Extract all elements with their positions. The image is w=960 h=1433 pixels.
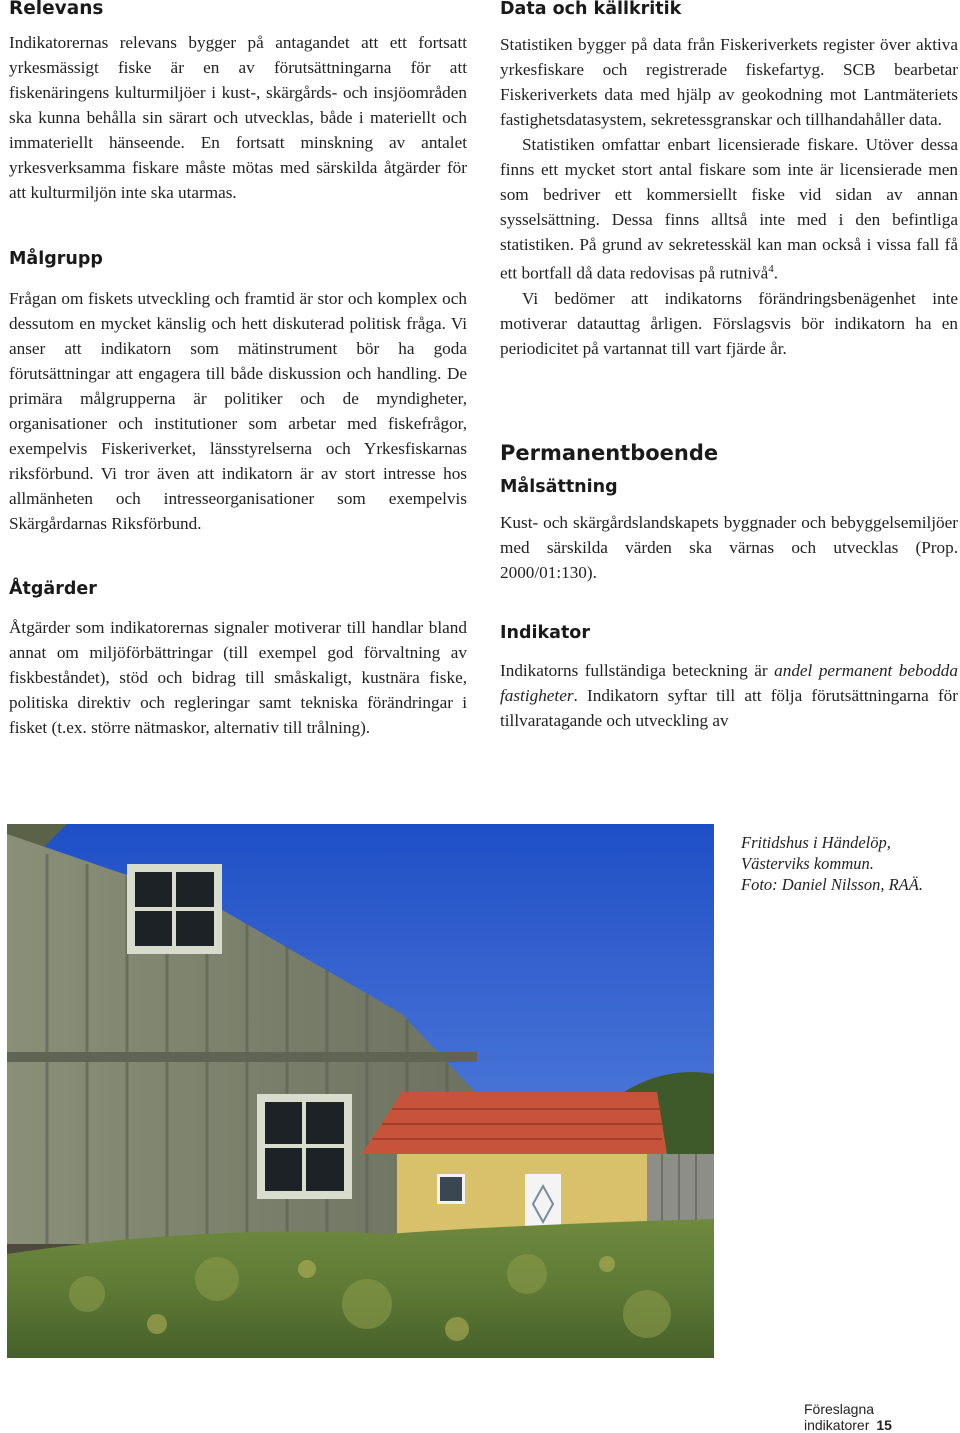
malgrupp-heading: Målgrupp — [9, 249, 103, 269]
caption-line-3: Foto: Daniel Nilsson, RAÄ. — [741, 875, 923, 894]
photo-caption — [741, 832, 960, 895]
data-paragraph-2-text: Statistiken omfattar enbart licensierade fiskare. Utöver dessa finns ett mycket stort antal fiskare som inte är licensierade men som bedriver ett kommersiellt fiske vid sidan av annan sysselsättning. Dessa finns alltså inte med i den befintliga statistiken. På grund av sekretesskäl kan man också i vissa fall få ett bortfall då data redovisas på rutnivå — [500, 135, 958, 283]
data-paragraph-2-end: . — [773, 263, 779, 283]
caption-line-1: Fritidshus i Händelöp, — [741, 833, 891, 852]
permanentboende-heading: Permanentboende — [500, 440, 719, 465]
page-number: 15 — [876, 1417, 892, 1433]
right-column — [500, 0, 958, 733]
indikator-text-start: Indikatorns fullständiga beteckning är — [500, 660, 775, 680]
data-paragraph-1: Statistiken bygger på data från Fiskeriverkets register över aktiva yrkesfiskare och registrerade fiskefartyg. SCB bearbetar Fiskeriverkets data med hjälp av geokodning mot Lantmäteriets fastighetsdatasystem, sekretessgranskar och tillhandahåller data. — [500, 35, 958, 129]
house-photo — [7, 824, 714, 1358]
relevans-heading: Relevans — [9, 0, 104, 19]
malsattning-heading: Målsättning — [500, 476, 618, 497]
atgarder-paragraph: Åtgärder som indikatorernas signaler motiverar till handlar bland annat om miljöförbättringar (till exempel god förvaltning av fiskbeståndet), stöd och bidrag till småskaligt, kustnära fiske, politiska direktiv och regleringar samt tekniska förändringar i fisket (t.ex. större nätmaskor, alternativ till trålning). — [9, 618, 467, 737]
left-column — [9, 0, 467, 740]
malsattning-paragraph: Kust- och skärgårdslandskapets byggnader och bebyggelsemiljöer med särskilda värden ska värnas och utvecklas (Prop. 2000/01:130). — [500, 512, 958, 582]
data-paragraph-2 — [500, 132, 958, 286]
indikator-heading: Indikator — [500, 622, 590, 643]
relevans-paragraph: Indikatorernas relevans bygger på antagandet att ett fortsatt yrkesmässigt fiske är en av förutsättningarna för att fiskenäringens kulturmiljöer i kust-, skärgårds- och insjöområden ska kunna behålla sin särart och utvecklas, både i materiellt och immateriellt hänseende. En fortsatt minskning av antalet yrkesverksamma fiskare måste mötas med särskilda åtgärder för att kulturmiljön inte ska utarmas. — [9, 33, 467, 202]
caption-line-2: Västerviks kommun. — [741, 854, 874, 873]
footnote-marker: 4 — [768, 263, 774, 275]
footer-label: Föreslagna indikatorer — [804, 1401, 875, 1433]
indikator-text-end: . Indikatorn syftar till att följa förutsättningarna för tillvaratagande och utveckling av — [500, 685, 958, 730]
indikator-paragraph — [500, 658, 958, 733]
indikator-name: andel permanent bebodda fastigheter — [500, 660, 958, 705]
data-heading: Data och källkritik — [500, 0, 682, 19]
data-paragraph-3: Vi bedömer att indikatorns förändringsbenägenhet inte motiverar datauttag årligen. Förslagsvis bör indikatorn ha en periodicitet på vartannat till vart fjärde år. — [500, 288, 958, 358]
malgrupp-paragraph: Frågan om fiskets utveckling och framtid är stor och komplex och dessutom en mycket känslig och hett diskuterad politisk fråga. Vi anser att indikatorn som mätinstrument bör ha goda förutsättningar att engagera till både diskussion och handling. De primära målgrupperna är politiker och de myndigheter, organisationer och institutioner som arbetar med fiskefrågor, exempelvis Fiskeriverket, länsstyrelserna och Yrkesfiskarnas riksförbund. Vi tror även att indikatorn är av stort intresse hos allmänheten och intresseorganisationer som exempelvis Skärgårdarnas Riksförbund. — [9, 289, 467, 533]
atgarder-heading: Åtgärder — [9, 579, 97, 599]
page-footer — [804, 1401, 960, 1433]
